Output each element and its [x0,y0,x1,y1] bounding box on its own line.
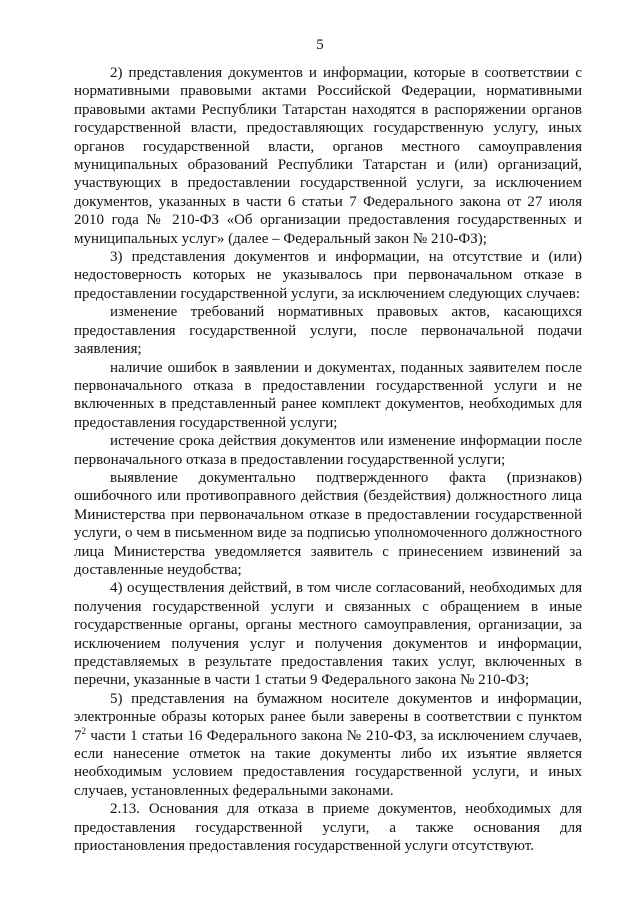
paragraph-case-wrongful-action: выявление документально подтвержденного факта (признаков) ошибочного или противоправного действия (бездействия) должностного лица Министерства при первоначальном отказе в предоставлении государственной услуги, о чем в письменном виде за подписью уполномоченного должностного лица Министерства уведомляется заявитель с принесением извинений за доставленные неудобства; [74,469,582,578]
paragraph-item-2: 2) представления документов и информации, которые в соответствии с нормативными правовыми актами Российской Федерации, нормативными правовыми актами Республики Татарстан находятся в распоряжении органов государственной власти, предоставляющих государственную услугу, иных органов государственной власти, органов местного самоуправления муниципальных образований Республики Татарстан и (или) организаций, участвующих в предоставлении государственной услуги, за исключением документов, указанных в части 6 статьи 7 Федерального закона от 27 июля 2010 года № 210-ФЗ «Об организации предоставления государственных и муниципальных услуг» (далее – Федеральный закон № 210-ФЗ); [74,65,582,247]
paragraph-case-expiry: истечение срока действия документов или изменение информации после первоначального отказа в предоставлении государственной услуги; [74,433,582,468]
paragraph-case-errors: наличие ошибок в заявлении и документах, поданных заявителем после первоначального отказа в предоставлении государственной услуги и не включенных в представленный ранее комплект документов, необходимых для предоставления государственной услуги; [74,359,582,431]
paragraph-item-4: 4) осуществления действий, в том числе согласований, необходимых для получения государственной услуги и связанных с обращением в иные государственные органы, органы местного самоуправления, организации, за исключением получения услуг и получения документов и информации, представляемых в результате предоставления таких услуг, включенных в перечни, указанные в части 1 статьи 9 Федерального закона № 210-ФЗ; [74,580,582,689]
paragraph-item-5-end: части 1 статьи 16 Федерального закона № 210-ФЗ, за исключением случаев, если нанесение отметок на такие документы либо их изъятие является необходимым условием предоставления государственной услуги, и иных случаев, установленных федеральными законами. [74,727,582,799]
paragraph-item-5-start: 5) представления на бумажном носителе документов и информации, электронные образы которых ранее были заверены в соответствии с пунктом 7 [74,690,582,744]
page-number: 5 [316,37,324,53]
paragraph-item-5 [74,690,582,800]
paragraph-2-13: 2.13. Основания для отказа в приеме документов, необходимых для предоставления государственной услуги, а также основания для приостановления предоставления государственной услуги отсутствуют. [74,801,582,855]
superscript-2: 2 [81,725,86,736]
document-body [74,64,582,855]
paragraph-item-3: 3) представления документов и информации, на отсутствие и (или) недостоверность которых не указывалось при первоначальном отказе в предоставлении государственной услуги, за исключением следующих случаев: [74,249,582,302]
paragraph-case-requirements-change: изменение требований нормативных правовых актов, касающихся предоставления государственной услуги, после первоначальной подачи заявления; [74,304,582,358]
